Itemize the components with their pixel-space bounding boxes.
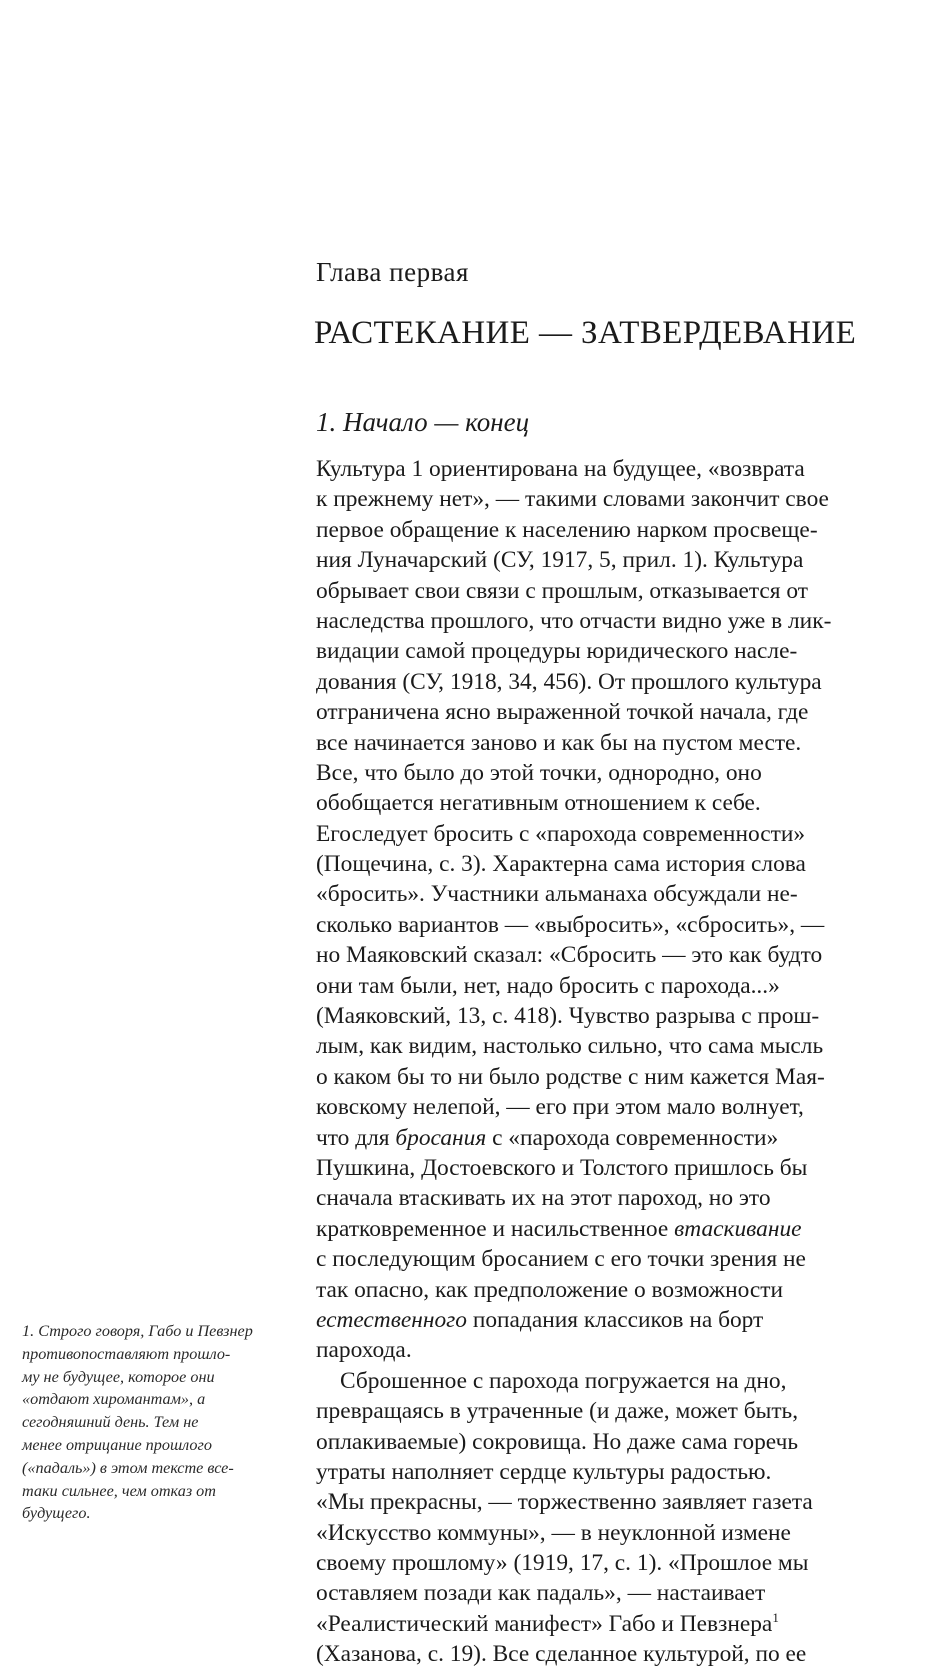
text-line: первое обращение к населению нарком просвеще-	[316, 516, 818, 543]
chapter-title: РАСТЕКАНИЕ — ЗАТВЕРДЕВАНИЕ	[314, 315, 857, 351]
text-line: пароходa.	[316, 1337, 412, 1364]
chapter-label: Глава первая	[316, 257, 469, 287]
text-line: ния Луначарский (СУ, 1917, 5, прил. 1). Культура	[316, 547, 804, 574]
footnote-line: сегодняшний день. Тем не	[22, 1413, 199, 1432]
text-line: «бросить». Участники альманаха обсуждали не-	[316, 881, 798, 908]
text-line: Егоследует бросить с «парохода современности»	[316, 820, 806, 847]
text-line	[316, 1214, 876, 1244]
footnote-line: («падаль») в этом тексте все-	[22, 1458, 234, 1477]
text-line: сначала втаскивать их на этот пароход, но это	[316, 1185, 771, 1212]
section-heading: 1. Начало — конец	[316, 407, 530, 437]
text-line: все начинается заново и как бы на пустом месте.	[316, 729, 802, 756]
text-line: сколько вариантов — «выбросить», «сбросить», —	[316, 911, 825, 938]
text-line: оплакиваемые) сокровища. Но даже сама горечь	[316, 1428, 799, 1455]
text-line: видации самой процедуры юридического насле-	[316, 638, 798, 665]
text-line	[316, 1123, 876, 1153]
footnote-line: менее отрицание прошлого	[22, 1435, 212, 1454]
text-line: лым, как видим, настолько сильно, что сама мысль	[316, 1033, 824, 1060]
text-line	[316, 1609, 876, 1639]
text-line: (Маяковский, 13, с. 418). Чувство разрыва с прош-	[316, 1003, 820, 1030]
text-line: наследства прошлого, что отчасти видно уже в лик-	[316, 607, 832, 634]
emphasis-estestv: естественного	[316, 1306, 467, 1333]
text-segment: что для	[316, 1124, 396, 1151]
text-line: (Хазанова, с. 19). Все сделанное культурой, по ее	[316, 1641, 807, 1668]
emphasis-vtask: втаскивание	[674, 1215, 802, 1242]
footnote-line: 1. Строго говоря, Габо и Певзнер	[22, 1322, 253, 1340]
text-line: оставляем позади как падаль», — настаивает	[316, 1580, 766, 1607]
text-line: но Маяковский сказал: «Сбросить — это как будто	[316, 942, 823, 969]
footnote-line: противопоставляют прошло-	[22, 1344, 231, 1363]
text-line: превращаясь в утраченные (и даже, может быть,	[316, 1398, 799, 1425]
text-line: своему прошлому» (1919, 17, с. 1). «Прошлое мы	[316, 1550, 809, 1577]
text-segment: кратковременное и насильственное	[316, 1215, 675, 1242]
footnote	[22, 1320, 292, 1525]
text-line: о каком бы то ни было родстве с ним кажется Мая-	[316, 1063, 825, 1090]
text-line: «Искусство коммуны», — в неуклонной измене	[316, 1519, 791, 1546]
footnote-line: будущего.	[22, 1504, 91, 1523]
text-line: (Пощечина, с. 3). Характерна сама история слова	[316, 851, 806, 878]
emphasis-bros: бросания	[395, 1124, 487, 1151]
footnote-line: «отдают хиромантам», а	[22, 1390, 206, 1409]
text-line: «Мы прекрасны, — торжественно заявляет газета	[316, 1489, 813, 1516]
footnote-line: таки сильнее, чем отказ от	[22, 1481, 216, 1500]
text-line: обобщается негативным отношением к себе.	[316, 790, 761, 817]
body-text	[316, 454, 876, 1670]
text-line: Культура 1 ориентирована на будущее, «возврата	[316, 456, 805, 482]
footnote-ref[interactable]: 1	[772, 1609, 779, 1625]
text-line: Сброшенное с парохода погружается на дно,	[340, 1367, 787, 1394]
footnote-line: му не будущее, которое они	[22, 1367, 215, 1386]
text-line	[316, 1305, 876, 1335]
text-line: отграничена ясно выраженной точкой начала, где	[316, 699, 809, 726]
text-segment: «Реалистический манифест» Габо и Певзнера	[316, 1610, 773, 1637]
text-line: к прежнему нет», — такими словами закончит свое	[316, 486, 829, 513]
text-line: дования (СУ, 1918, 34, 456). От прошлого культура	[316, 668, 822, 695]
text-line: с последующим бросанием с его точки зрения не	[316, 1246, 806, 1273]
text-line: утраты наполняет сердце культуры радостью.	[316, 1458, 772, 1485]
text-segment: попадания классиков на борт	[466, 1306, 764, 1333]
text-line: они там были, нет, надо бросить с парохода...»	[316, 972, 780, 999]
text-line: ковскому нелепой, — его при этом мало волнует,	[316, 1094, 804, 1121]
text-line: обрывает свои связи с прошлым, отказывается от	[316, 577, 808, 604]
text-line: Все, что было до этой точки, однородно, оно	[316, 759, 762, 786]
text-line: Пушкина, Достоевского и Толстого пришлось бы	[316, 1154, 808, 1181]
text-segment: с «парохода современности»	[486, 1124, 779, 1151]
text-line: так опасно, как предположение о возможности	[316, 1276, 783, 1303]
